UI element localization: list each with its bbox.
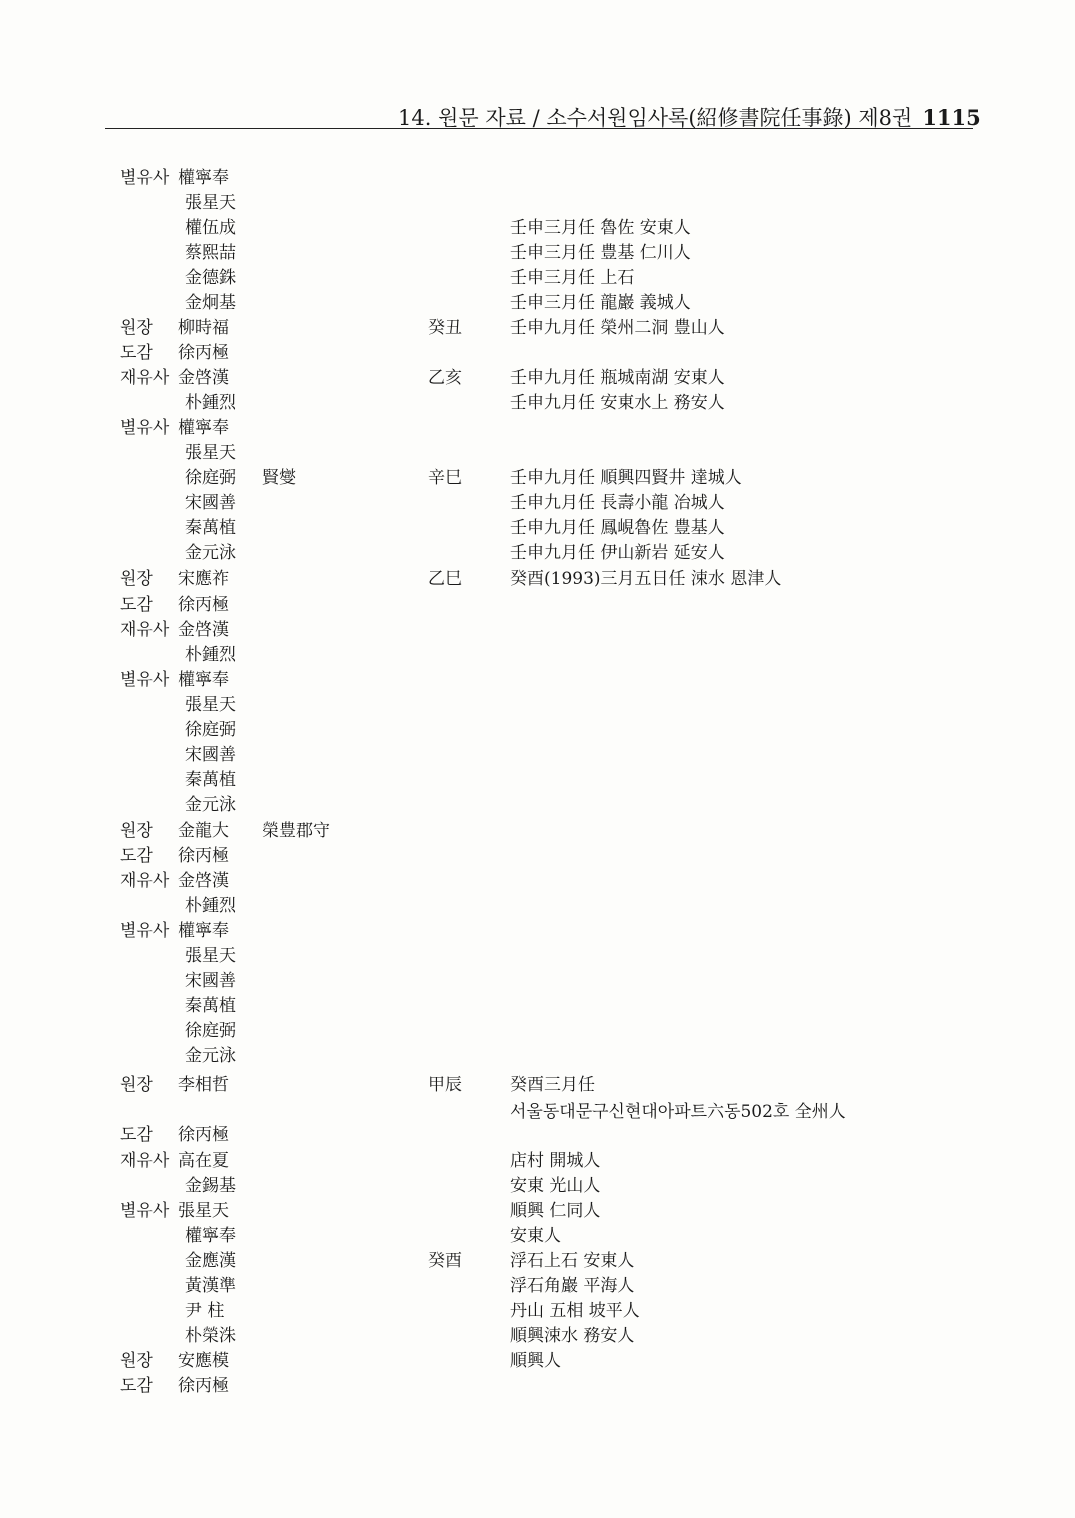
row-name: 尹 柱: [185, 1301, 225, 1321]
row-note: 壬申三月任 豊基 仁川人: [510, 243, 691, 263]
row-name: 金炯基: [185, 293, 236, 313]
row-role: 재유사: [120, 620, 170, 640]
row-note: 壬申三月任 龍巖 義城人: [510, 293, 691, 313]
row-note: 浮石上石 安東人: [510, 1251, 635, 1271]
row-year: 乙巳: [428, 569, 462, 589]
table-row: [0, 590, 1075, 615]
table-row: [0, 488, 1075, 513]
row-year: 癸丑: [428, 318, 462, 338]
row-name: 宋應祚: [178, 569, 229, 589]
row-name: 金錫基: [185, 1176, 236, 1196]
row-name: 金啓漢: [178, 368, 229, 388]
row-role: 별유사: [120, 1201, 170, 1221]
row-name: 張星天: [178, 1201, 229, 1221]
row-note: 壬申九月任 伊山新岩 延安人: [510, 543, 725, 563]
table-row: [0, 213, 1075, 238]
table-row: [0, 1016, 1075, 1041]
row-role: 도감: [120, 343, 153, 363]
row-name: 朴鍾烈: [185, 896, 236, 916]
table-row: [0, 538, 1075, 563]
row-role: 별유사: [120, 670, 170, 690]
table-row: [0, 463, 1075, 488]
table-row: [0, 966, 1075, 991]
table-row: [0, 238, 1075, 263]
row-name: 權寧奉: [185, 1226, 236, 1246]
table-row: [0, 413, 1075, 438]
row-name: 徐庭弼: [185, 1021, 236, 1041]
row-role: 도감: [120, 1125, 153, 1145]
row-name: 金德銖: [185, 268, 236, 288]
row-note: 安東人: [510, 1226, 561, 1246]
row-name: 宋國善: [185, 971, 236, 991]
row-role: 도감: [120, 846, 153, 866]
row-name: 金元泳: [185, 795, 236, 815]
row-name: 權寧奉: [178, 670, 229, 690]
table-row: [0, 1246, 1075, 1271]
table-row: [0, 1171, 1075, 1196]
table-row: [0, 941, 1075, 966]
row-name: 秦萬植: [185, 996, 236, 1016]
table-row: [0, 1321, 1075, 1346]
table-row: [0, 690, 1075, 715]
row-note: 癸酉(1993)三月五日任 涑水 恩津人: [510, 569, 782, 589]
row-role: 도감: [120, 595, 153, 615]
row-name: 朴榮洙: [185, 1326, 236, 1346]
row-title: 榮豊郡守: [262, 821, 330, 841]
row-note: 癸酉三月任: [510, 1075, 595, 1095]
row-name: 徐丙極: [178, 1376, 229, 1396]
row-name: 權寧奉: [178, 418, 229, 438]
table-row: [0, 1296, 1075, 1321]
table-row: [0, 891, 1075, 916]
row-name: 張星天: [185, 695, 236, 715]
table-row: [0, 1221, 1075, 1246]
row-note: 順興人: [510, 1351, 561, 1371]
row-role: 별유사: [120, 168, 170, 188]
row-name: 朴鍾烈: [185, 645, 236, 665]
table-row: [0, 564, 1075, 589]
row-name: 權寧奉: [178, 168, 229, 188]
row-note: 安東 光山人: [510, 1176, 601, 1196]
row-year: 乙亥: [428, 368, 462, 388]
table-row: [0, 313, 1075, 338]
header-title: 14. 원문 자료 / 소수서원임사록(紹修書院任事錄) 제8권: [398, 106, 913, 130]
table-row: [0, 388, 1075, 413]
row-note: 壬申三月任 魯佐 安東人: [510, 218, 691, 238]
row-name: 宋國善: [185, 493, 236, 513]
table-row: [0, 1097, 1075, 1122]
table-row: [0, 263, 1075, 288]
row-name: 高在夏: [178, 1151, 229, 1171]
row-title: 賢燮: [262, 468, 296, 488]
row-note: 壬申九月任 順興四賢井 達城人: [510, 468, 742, 488]
table-row: [0, 841, 1075, 866]
row-name: 徐丙極: [178, 846, 229, 866]
row-note: 壬申九月任 鳳峴魯佐 豊基人: [510, 518, 725, 538]
row-year: 辛巳: [428, 468, 462, 488]
row-name: 宋國善: [185, 745, 236, 765]
table-row: [0, 665, 1075, 690]
row-name: 徐庭弼: [185, 468, 236, 488]
row-note: 浮石角巖 平海人: [510, 1276, 635, 1296]
table-row: [0, 765, 1075, 790]
row-name: 徐丙極: [178, 1125, 229, 1145]
row-role: 원장: [120, 318, 153, 338]
table-row: [0, 715, 1075, 740]
table-row: [0, 740, 1075, 765]
row-name: 徐丙極: [178, 595, 229, 615]
row-note: 壬申九月任 安東水上 務安人: [510, 393, 725, 413]
row-year: 甲辰: [428, 1075, 462, 1095]
row-name: 朴鍾烈: [185, 393, 236, 413]
row-role: 도감: [120, 1376, 153, 1396]
row-role: 원장: [120, 569, 153, 589]
row-name: 李相哲: [178, 1075, 229, 1095]
row-name: 權寧奉: [178, 921, 229, 941]
row-role: 재유사: [120, 871, 170, 891]
table-row: [0, 513, 1075, 538]
row-note: 壬申三月任 上石: [510, 268, 635, 288]
row-note: 店村 開城人: [510, 1151, 601, 1171]
row-name: 秦萬植: [185, 770, 236, 790]
table-row: [0, 1196, 1075, 1221]
row-note: 壬申九月任 榮州二洞 豊山人: [510, 318, 725, 338]
row-name: 金啓漢: [178, 620, 229, 640]
row-name: 金應漢: [185, 1251, 236, 1271]
table-row: [0, 188, 1075, 213]
table-row: [0, 916, 1075, 941]
row-note: 壬申九月任 長壽小龍 冶城人: [510, 493, 725, 513]
table-row: [0, 991, 1075, 1016]
table-row: [0, 816, 1075, 841]
table-row: [0, 438, 1075, 463]
row-role: 재유사: [120, 1151, 170, 1171]
row-year: 癸酉: [428, 1251, 462, 1271]
table-row: [0, 1070, 1075, 1095]
row-role: 별유사: [120, 418, 170, 438]
row-name: 金啓漢: [178, 871, 229, 891]
row-name: 金元泳: [185, 1046, 236, 1066]
row-role: 원장: [120, 1075, 153, 1095]
row-name: 權伍成: [185, 218, 236, 238]
row-note: 順興 仁同人: [510, 1201, 601, 1221]
table-row: [0, 1120, 1075, 1145]
row-note: 壬申九月任 瓶城南湖 安東人: [510, 368, 725, 388]
table-row: [0, 615, 1075, 640]
table-row: [0, 1146, 1075, 1171]
row-name: 金龍大: [178, 821, 229, 841]
row-name: 金元泳: [185, 543, 236, 563]
row-name: 黃漢準: [185, 1276, 236, 1296]
row-name: 安應模: [178, 1351, 229, 1371]
table-row: [0, 790, 1075, 815]
table-row: [0, 1346, 1075, 1371]
row-note: 丹山 五相 坡平人: [510, 1301, 640, 1321]
row-role: 별유사: [120, 921, 170, 941]
row-name: 張星天: [185, 946, 236, 966]
table-row: [0, 1371, 1075, 1396]
row-role: 재유사: [120, 368, 170, 388]
row-name: 徐庭弼: [185, 720, 236, 740]
table-row: [0, 866, 1075, 891]
table-row: [0, 1271, 1075, 1296]
row-role: 원장: [120, 1351, 153, 1371]
row-note: 서울동대문구신현대아파트六동502호 全州人: [510, 1102, 846, 1122]
row-name: 張星天: [185, 193, 236, 213]
table-row: [0, 1041, 1075, 1066]
row-name: 柳時福: [178, 318, 229, 338]
table-row: [0, 163, 1075, 188]
table-row: [0, 363, 1075, 388]
row-note: 順興涑水 務安人: [510, 1326, 635, 1346]
page-number: 1115: [922, 105, 981, 130]
table-row: [0, 288, 1075, 313]
row-role: 원장: [120, 821, 153, 841]
row-name: 秦萬植: [185, 518, 236, 538]
row-name: 蔡熙喆: [185, 243, 236, 263]
row-name: 徐丙極: [178, 343, 229, 363]
table-row: [0, 640, 1075, 665]
table-row: [0, 338, 1075, 363]
row-name: 張星天: [185, 443, 236, 463]
